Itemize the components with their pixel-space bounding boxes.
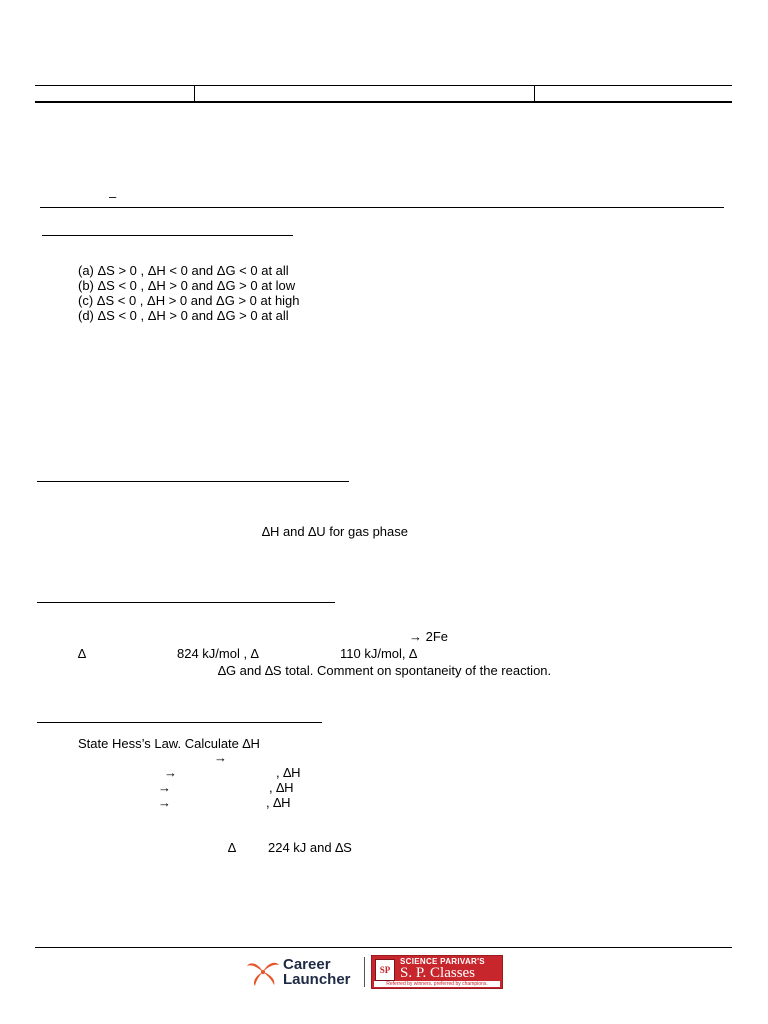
option-c: (c) ΔS < 0 , ΔH > 0 and ΔG > 0 at high [78, 293, 300, 308]
hess-value-224: 224 kJ and ∆S [268, 840, 352, 855]
hess-delta-last: ∆ [228, 840, 236, 855]
hess-arrow-1: → [164, 765, 177, 780]
fe-delta-1: ∆ [78, 646, 86, 661]
logo-divider [364, 957, 365, 987]
fe-value-824: 824 kJ/mol , ∆ [177, 646, 259, 661]
question-3-underline [37, 602, 335, 603]
career-launcher-line-2: Launcher [283, 971, 351, 988]
option-b: (b) ΔS < 0 , ΔH > 0 and ΔG > 0 at low [78, 278, 296, 293]
fe-spontaneity: ∆G and ∆S total. Comment on spontaneity of the reaction. [218, 663, 552, 678]
hess-statement: State Hess’s Law. Calculate ∆H [78, 736, 260, 751]
hess-arrow-2: → [158, 780, 171, 795]
career-launcher-swirl-icon [246, 957, 280, 987]
footer-line [35, 947, 732, 948]
career-launcher-line-1: Career [283, 956, 331, 973]
header-dash: – [109, 189, 117, 204]
header-table-divider-2 [534, 85, 535, 102]
hess-dh-3: , ∆H [266, 795, 291, 810]
header-table-bottom-line [35, 101, 732, 103]
sp-tagline: Referred by winners, preferred by champions. [374, 981, 500, 987]
hess-arrow-3: → [158, 795, 171, 810]
fe-value-110: 110 kJ/mol, ∆ [340, 646, 418, 661]
gas-phase-text: ∆H and ∆U for gas phase [262, 524, 408, 539]
sp-main-text: S. P. Classes [400, 965, 476, 981]
career-launcher-wordmark [283, 957, 351, 987]
question-1-underline [42, 235, 293, 236]
hess-dh-1: , ∆H [276, 765, 301, 780]
sp-emblem-icon: SP [375, 959, 395, 981]
header-table-divider-1 [194, 85, 195, 102]
sp-top-text: SCIENCE PARIVAR'S [400, 957, 485, 966]
section-separator [40, 207, 724, 208]
question-2-underline [37, 481, 349, 482]
option-a: (a) ΔS > 0 , ΔH < 0 and ΔG < 0 at all [78, 263, 289, 278]
question-4-underline [37, 722, 322, 723]
hess-arrow-main: → [214, 750, 227, 765]
sp-classes-logo [371, 955, 503, 989]
fe-reaction-arrow: → 2Fe [409, 629, 449, 644]
hess-dh-2: , ∆H [269, 780, 294, 795]
header-table-top-line [35, 85, 732, 86]
option-d: (d) ΔS < 0 , ΔH > 0 and ΔG > 0 at all [78, 308, 289, 323]
